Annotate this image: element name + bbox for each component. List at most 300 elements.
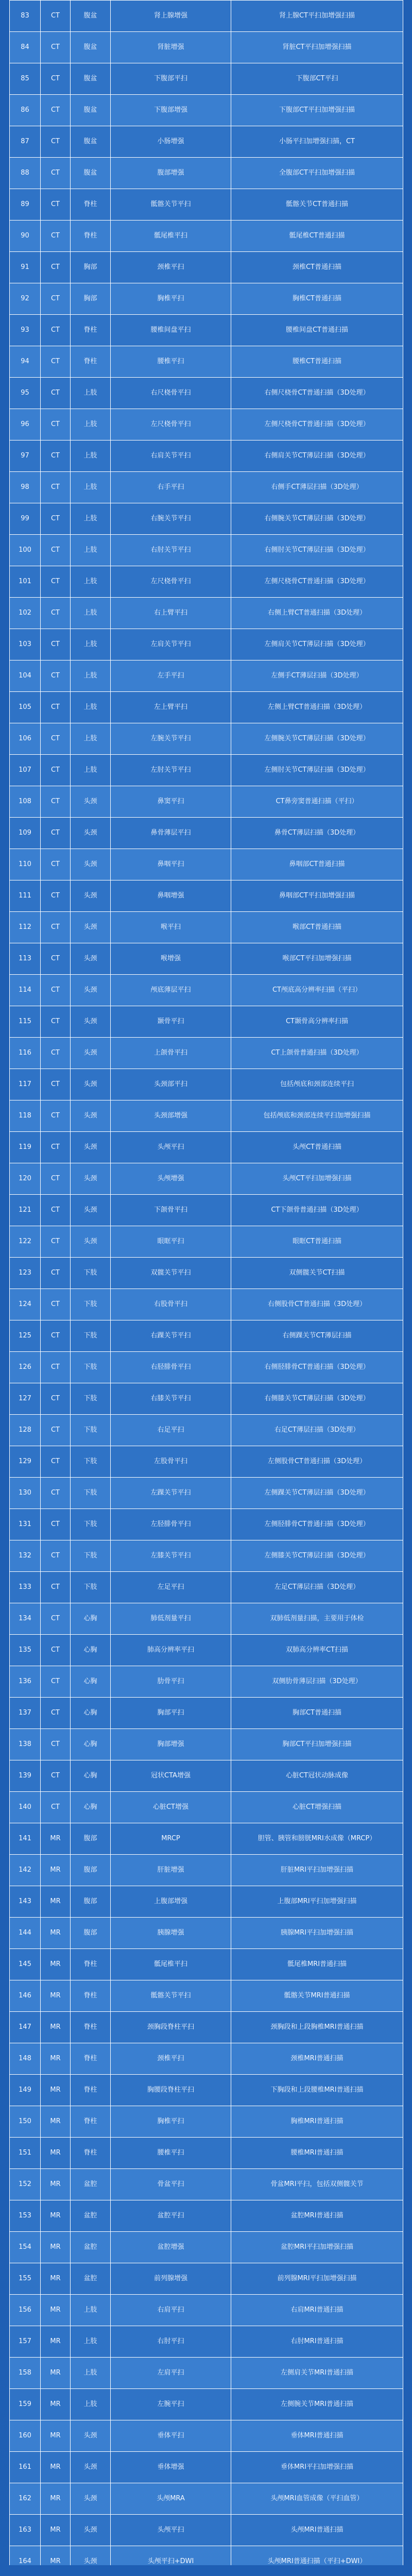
cell-exam-method: 骨盆MRI平扫，包括双侧髋关节 [231,2169,403,2200]
cell-exam-name: 肋骨平扫 [111,1666,231,1698]
cell-modality: CT [41,158,71,189]
cell-exam-method: CT鼻旁窦普通扫描（平扫） [231,786,403,818]
cell-row-number: 108 [10,786,41,818]
cell-modality: CT [41,723,71,755]
cell-modality: CT [41,252,71,283]
cell-exam-method: 右侧尺桡骨CT普通扫描（3D处理） [231,378,403,409]
cell-body-part: 心胸 [71,1792,111,1823]
cell-exam-name: 胸椎平扫 [111,2106,231,2138]
cell-modality: CT [41,1415,71,1446]
table-row [10,252,403,283]
cell-row-number: 137 [10,1698,41,1729]
cell-modality: CT [41,1195,71,1226]
cell-modality: CT [41,660,71,692]
cell-exam-method: 左足CT薄层扫描（3D处理） [231,1572,403,1603]
cell-exam-name: 鼻咽平扫 [111,849,231,880]
cell-exam-method: CT颅底高分辨率扫描（平扫） [231,975,403,1006]
cell-exam-method: 左侧踝关节CT薄层扫描（3D处理） [231,1478,403,1509]
cell-body-part: 心胸 [71,1635,111,1666]
cell-exam-method: 上腹部MRI平扫加增强扫描 [231,1886,403,1918]
cell-body-part: 脊柱 [71,346,111,378]
table-row [10,1100,403,1132]
table-row [10,2169,403,2200]
cell-exam-method: 右侧股骨CT普通扫描（3D处理） [231,1289,403,1320]
cell-modality: CT [41,1132,71,1163]
cell-body-part: 头颈 [71,1132,111,1163]
cell-modality: CT [41,1698,71,1729]
table-row [10,1352,403,1383]
table-row [10,1289,403,1320]
cell-exam-name: 头颈部增强 [111,1100,231,1132]
cell-row-number: 93 [10,315,41,346]
cell-body-part: 下肢 [71,1352,111,1383]
cell-modality: MR [41,1918,71,1949]
table-row [10,1918,403,1949]
cell-body-part: 脊柱 [71,1980,111,2012]
cell-exam-method: 左侧手CT薄层扫描（3D处理） [231,660,403,692]
cell-exam-name: 头颅MRA [111,2483,231,2515]
cell-exam-name: 右股骨平扫 [111,1289,231,1320]
cell-modality: MR [41,1855,71,1886]
cell-row-number: 85 [10,63,41,95]
cell-row-number: 120 [10,1163,41,1195]
cell-row-number: 84 [10,32,41,63]
cell-row-number: 162 [10,2483,41,2515]
cell-row-number: 95 [10,378,41,409]
cell-exam-name: 右腕关节平扫 [111,503,231,535]
cell-exam-method: 肾上腺CT平扫加增强扫描 [231,1,403,32]
cell-row-number: 92 [10,283,41,315]
cell-body-part: 盆腔 [71,2169,111,2200]
cell-modality: CT [41,32,71,63]
cell-modality: CT [41,943,71,975]
cell-exam-name: 右上臂平扫 [111,598,231,629]
cell-body-part: 腹盆 [71,126,111,158]
cell-row-number: 117 [10,1069,41,1100]
cell-row-number: 150 [10,2106,41,2138]
cell-body-part: 腹盆 [71,32,111,63]
cell-modality: CT [41,1352,71,1383]
cell-modality: CT [41,440,71,472]
table-row [10,1823,403,1855]
table-row [10,1666,403,1698]
cell-row-number: 109 [10,818,41,849]
cell-row-number: 111 [10,880,41,912]
cell-exam-method: 骶髂关节CT普通扫描 [231,189,403,221]
cell-body-part: 上肢 [71,2389,111,2420]
table-row [10,1635,403,1666]
cell-modality: CT [41,1729,71,1760]
cell-exam-method: 下胸段和上段腰椎MRI普通扫描 [231,2075,403,2106]
cell-body-part: 心胸 [71,1698,111,1729]
cell-exam-method: 垂体MRI平扫加增强扫描 [231,2452,403,2483]
cell-exam-name: 腰椎平扫 [111,346,231,378]
table-row [10,440,403,472]
table-row [10,2263,403,2295]
cell-exam-method: 双侧髋关节CT扫描 [231,1258,403,1289]
cell-modality: CT [41,315,71,346]
cell-modality: MR [41,2358,71,2389]
table-row [10,189,403,221]
cell-exam-name: 胰腺增强 [111,1918,231,1949]
cell-row-number: 133 [10,1572,41,1603]
cell-body-part: 上肢 [71,440,111,472]
cell-exam-method: 眼眶CT普通扫描 [231,1226,403,1258]
cell-body-part: 头颈 [71,1163,111,1195]
cell-exam-name: 肾脏增强 [111,32,231,63]
cell-exam-method: 头颅MRI普通扫描（平扫+DWI） [231,2546,403,2576]
cell-row-number: 88 [10,158,41,189]
cell-body-part: 腹部 [71,1886,111,1918]
cell-exam-name: 左胫腓骨平扫 [111,1509,231,1540]
cell-row-number: 159 [10,2389,41,2420]
cell-modality: CT [41,1258,71,1289]
table-row [10,126,403,158]
cell-row-number: 138 [10,1729,41,1760]
cell-modality: CT [41,912,71,943]
cell-row-number: 116 [10,1038,41,1069]
cell-modality: MR [41,2106,71,2138]
cell-exam-name: 喉增强 [111,943,231,975]
cell-modality: MR [41,2138,71,2169]
cell-exam-name: 颈胸段脊柱平扫 [111,2012,231,2043]
cell-exam-method: 包括颅底和颈部连续平扫 [231,1069,403,1100]
cell-body-part: 脊柱 [71,221,111,252]
cell-modality: CT [41,786,71,818]
cell-exam-method: CT颞骨高分辨率扫描 [231,1006,403,1038]
cell-exam-name: 骶髂关节平扫 [111,189,231,221]
cell-exam-name: 眼眶平扫 [111,1226,231,1258]
cell-modality: CT [41,95,71,126]
cell-body-part: 上肢 [71,755,111,786]
cell-exam-method: 鼻骨CT薄层扫描（3D处理） [231,818,403,849]
table-row [10,2452,403,2483]
cell-exam-name: 骶尾椎平扫 [111,221,231,252]
cell-body-part: 腹盆 [71,158,111,189]
cell-exam-method: 骶尾椎MRI普通扫描 [231,1949,403,1980]
cell-row-number: 148 [10,2043,41,2075]
cell-exam-method: 右侧踝关节CT薄层扫描 [231,1320,403,1352]
cell-exam-name: 垂体平扫 [111,2420,231,2452]
cell-row-number: 135 [10,1635,41,1666]
table-row [10,283,403,315]
cell-row-number: 147 [10,2012,41,2043]
cell-exam-name: 上腹部增强 [111,1886,231,1918]
cell-exam-name: 右踝关节平扫 [111,1320,231,1352]
cell-modality: MR [41,2295,71,2326]
cell-exam-method: 骶尾椎CT普通扫描 [231,221,403,252]
cell-body-part: 头颈 [71,880,111,912]
table-row [10,849,403,880]
cell-row-number: 144 [10,1918,41,1949]
table-row [10,1195,403,1226]
cell-exam-method: 喉部CT普通扫描 [231,912,403,943]
cell-exam-method: 右侧胫腓骨CT普通扫描（3D处理） [231,1352,403,1383]
cell-exam-name: 头颈部平扫 [111,1069,231,1100]
cell-modality: CT [41,1603,71,1635]
table-row [10,2358,403,2389]
cell-body-part: 头颈 [71,818,111,849]
cell-row-number: 127 [10,1383,41,1415]
cell-row-number: 87 [10,126,41,158]
table-row [10,1132,403,1163]
table-row [10,2326,403,2358]
cell-modality: CT [41,598,71,629]
cell-modality: CT [41,503,71,535]
cell-row-number: 86 [10,95,41,126]
cell-modality: CT [41,1289,71,1320]
cell-modality: CT [41,346,71,378]
cell-exam-name: 左腕平扫 [111,2389,231,2420]
cell-body-part: 头颈 [71,849,111,880]
cell-modality: CT [41,1006,71,1038]
cell-body-part: 心胸 [71,1603,111,1635]
cell-exam-name: 胸椎平扫 [111,283,231,315]
cell-modality: CT [41,378,71,409]
cell-modality: MR [41,2169,71,2200]
cell-body-part: 上肢 [71,598,111,629]
cell-exam-name: 肺低剂量平扫 [111,1603,231,1635]
cell-row-number: 163 [10,2515,41,2546]
cell-modality: CT [41,63,71,95]
cell-modality: MR [41,2263,71,2295]
cell-modality: CT [41,409,71,440]
cell-exam-name: 腰椎间盘平扫 [111,315,231,346]
cell-exam-name: 左肘关节平扫 [111,755,231,786]
cell-body-part: 头颈 [71,943,111,975]
table-row [10,1855,403,1886]
table-row [10,2075,403,2106]
cell-modality: CT [41,126,71,158]
cell-modality: CT [41,880,71,912]
table-row [10,2138,403,2169]
cell-body-part: 头颈 [71,2483,111,2515]
cell-exam-method: 右侧膝关节CT薄层扫描（3D处理） [231,1383,403,1415]
cell-body-part: 腹部 [71,1823,111,1855]
cell-row-number: 102 [10,598,41,629]
cell-row-number: 145 [10,1949,41,1980]
cell-exam-method: 胸部CT普通扫描 [231,1698,403,1729]
table-row [10,755,403,786]
cell-body-part: 头颈 [71,1100,111,1132]
cell-exam-name: 右肩关节平扫 [111,440,231,472]
cell-exam-method: 前列腺MRI平扫加增强扫描 [231,2263,403,2295]
cell-modality: CT [41,1320,71,1352]
cell-row-number: 152 [10,2169,41,2200]
cell-exam-method: 左侧股骨CT普通扫描（3D处理） [231,1446,403,1478]
cell-exam-method: 右侧上臂CT普通扫描（3D处理） [231,598,403,629]
table-row [10,1509,403,1540]
cell-body-part: 上肢 [71,503,111,535]
cell-exam-name: MRCP [111,1823,231,1855]
cell-exam-name: 右尺桡骨平扫 [111,378,231,409]
cell-body-part: 腹盆 [71,1,111,32]
cell-exam-method: 双肺高分辨率CT扫描 [231,1635,403,1666]
cell-modality: CT [41,629,71,660]
cell-row-number: 113 [10,943,41,975]
cell-modality: MR [41,2012,71,2043]
cell-body-part: 胸部 [71,283,111,315]
table-row [10,1572,403,1603]
cell-exam-name: 盆腔平扫 [111,2200,231,2232]
cell-row-number: 146 [10,1980,41,2012]
cell-body-part: 上肢 [71,723,111,755]
cell-modality: CT [41,1100,71,1132]
table-row [10,1163,403,1195]
cell-row-number: 164 [10,2546,41,2576]
cell-body-part: 下肢 [71,1258,111,1289]
cell-exam-name: 胸腰段脊柱平扫 [111,2075,231,2106]
table-row [10,1729,403,1760]
cell-modality: CT [41,189,71,221]
cell-exam-method: 左侧胫腓骨CT普通扫描（3D处理） [231,1509,403,1540]
cell-row-number: 104 [10,660,41,692]
table-row [10,32,403,63]
cell-exam-method: 腰椎CT普通扫描 [231,346,403,378]
cell-body-part: 上肢 [71,660,111,692]
cell-exam-method: 鼻咽部CT普通扫描 [231,849,403,880]
cell-exam-method: 左侧肘关节CT薄层扫描（3D处理） [231,755,403,786]
exam-table [9,0,403,2576]
cell-exam-method: 左侧腕关节CT薄层扫描（3D处理） [231,723,403,755]
cell-body-part: 上肢 [71,692,111,723]
cell-row-number: 105 [10,692,41,723]
cell-exam-method: 右侧肘关节CT薄层扫描（3D处理） [231,535,403,566]
cell-row-number: 123 [10,1258,41,1289]
table-row [10,660,403,692]
cell-exam-method: 左侧肩关节CT薄层扫描（3D处理） [231,629,403,660]
cell-exam-name: 左足平扫 [111,1572,231,1603]
cell-exam-method: 左侧膝关节CT薄层扫描（3D处理） [231,1540,403,1572]
cell-body-part: 心胸 [71,1729,111,1760]
cell-row-number: 89 [10,189,41,221]
cell-body-part: 脊柱 [71,2075,111,2106]
table-row [10,472,403,503]
cell-body-part: 头颈 [71,2515,111,2546]
cell-exam-method: 包括颅底和颈部连续平扫加增强扫描 [231,1100,403,1132]
cell-exam-method: 右足CT薄层扫描（3D处理） [231,1415,403,1446]
table-row [10,1886,403,1918]
cell-exam-name: 腰椎平扫 [111,2138,231,2169]
table-row [10,598,403,629]
table-row [10,221,403,252]
cell-modality: MR [41,2043,71,2075]
table-row [10,1383,403,1415]
cell-exam-method: 盆腔MRI平扫加增强扫描 [231,2232,403,2263]
cell-row-number: 136 [10,1666,41,1698]
cell-row-number: 98 [10,472,41,503]
cell-row-number: 129 [10,1446,41,1478]
table-row [10,1698,403,1729]
cell-row-number: 118 [10,1100,41,1132]
cell-row-number: 112 [10,912,41,943]
cell-modality: CT [41,1760,71,1792]
table-row [10,2515,403,2546]
table-row [10,1038,403,1069]
table-row [10,409,403,440]
table-row [10,2420,403,2452]
table-row [10,1258,403,1289]
cell-modality: CT [41,755,71,786]
cell-body-part: 下肢 [71,1320,111,1352]
cell-exam-name: 下腹部平扫 [111,63,231,95]
cell-exam-method: 左侧尺桡骨CT普通扫描（3D处理） [231,409,403,440]
cell-exam-name: 颈椎平扫 [111,2043,231,2075]
cell-modality: CT [41,472,71,503]
cell-modality: CT [41,849,71,880]
cell-exam-name: 左股骨平扫 [111,1446,231,1478]
cell-exam-method: 胆管、胰管和膀胱MRI水成像（MRCP） [231,1823,403,1855]
cell-body-part: 头颈 [71,786,111,818]
table-row [10,346,403,378]
cell-modality: CT [41,1,71,32]
cell-modality: MR [41,1823,71,1855]
cell-modality: CT [41,566,71,598]
cell-exam-name: 右膝关节平扫 [111,1383,231,1415]
cell-modality: MR [41,2326,71,2358]
cell-exam-method: 左侧腕关节MRI普通扫描 [231,2389,403,2420]
cell-modality: MR [41,1886,71,1918]
cell-exam-name: 头颅平扫+DWI [111,2546,231,2576]
cell-exam-name: 头颅平扫 [111,2515,231,2546]
cell-exam-method: 心脏CT增强扫描 [231,1792,403,1823]
table-row [10,1,403,32]
cell-exam-name: 心脏CT增强 [111,1792,231,1823]
cell-body-part: 下肢 [71,1415,111,1446]
cell-body-part: 脊柱 [71,189,111,221]
cell-exam-name: 小肠增强 [111,126,231,158]
cell-body-part: 头颈 [71,1195,111,1226]
cell-exam-name: 左踝关节平扫 [111,1478,231,1509]
cell-exam-name: 左尺桡骨平扫 [111,409,231,440]
cell-modality: CT [41,1226,71,1258]
cell-body-part: 盆腔 [71,2232,111,2263]
cell-exam-method: 腰椎MRI普通扫描 [231,2138,403,2169]
cell-exam-method: 头颅MRI血管成像（平扫血管） [231,2483,403,2515]
cell-exam-name: 胸部增强 [111,1729,231,1760]
cell-body-part: 脊柱 [71,2012,111,2043]
cell-exam-name: 右肘平扫 [111,2326,231,2358]
cell-exam-method: 头颅MRI普通扫描 [231,2515,403,2546]
cell-exam-method: 鼻咽部CT平扫加增强扫描 [231,880,403,912]
table-row [10,1415,403,1446]
cell-modality: MR [41,2200,71,2232]
table-row [10,1320,403,1352]
cell-body-part: 脊柱 [71,2043,111,2075]
cell-exam-method: 左侧肩关节MRI普通扫描 [231,2358,403,2389]
table-row [10,1792,403,1823]
cell-exam-name: 骶尾椎平扫 [111,1949,231,1980]
cell-exam-method: 盆腔MRI普通扫描 [231,2200,403,2232]
cell-body-part: 上肢 [71,535,111,566]
cell-exam-method: 胸部CT平扫加增强扫描 [231,1729,403,1760]
cell-body-part: 腹部 [71,1918,111,1949]
cell-exam-method: 颈胸段和上段胸椎MRI普通扫描 [231,2012,403,2043]
table-row [10,2389,403,2420]
table-row [10,2483,403,2515]
cell-body-part: 下肢 [71,1509,111,1540]
cell-exam-name: 鼻咽增强 [111,880,231,912]
cell-body-part: 胸部 [71,252,111,283]
cell-body-part: 上肢 [71,378,111,409]
cell-exam-name: 右肩平扫 [111,2295,231,2326]
cell-exam-name: 骶髂关节平扫 [111,1980,231,2012]
cell-exam-name: 胸部平扫 [111,1698,231,1729]
cell-exam-name: 颈椎平扫 [111,252,231,283]
cell-row-number: 140 [10,1792,41,1823]
cell-row-number: 161 [10,2452,41,2483]
cell-row-number: 155 [10,2263,41,2295]
